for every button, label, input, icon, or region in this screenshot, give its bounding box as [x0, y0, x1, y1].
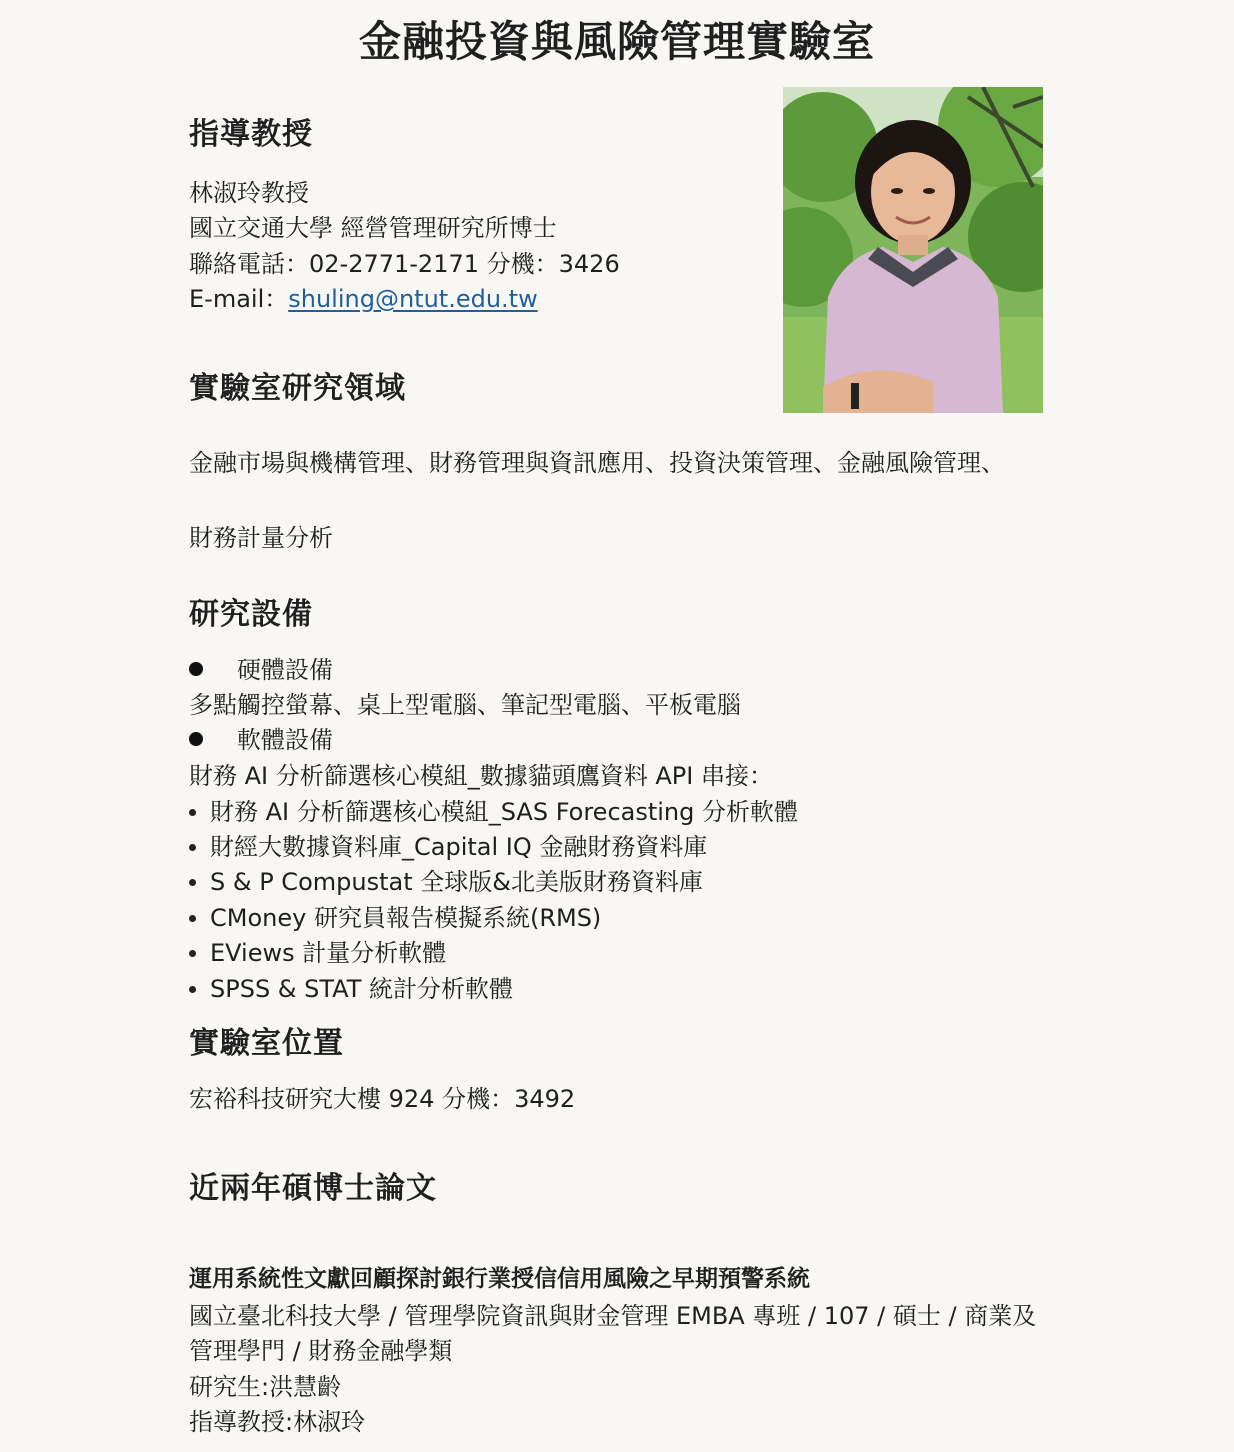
location-heading: 實驗室位置 — [189, 1026, 344, 1061]
software-list-item: S & P Compustat 全球版&北美版財務資料庫 — [189, 865, 703, 899]
advisor-phone: 聯絡電話：02-2771-2171 分機：3426 — [189, 250, 620, 278]
thesis-advisor: 指導教授:林淑玲 — [189, 1408, 366, 1436]
thesis-title: 運用系統性文獻回顧探討銀行業授信信用風險之早期預警系統 — [189, 1266, 810, 1292]
software-list-item: 財務 AI 分析篩選核心模組_SAS Forecasting 分析軟體 — [189, 795, 798, 829]
location-text: 宏裕科技研究大樓 924 分機：3492 — [189, 1085, 576, 1113]
software-label-row — [189, 723, 333, 757]
thesis-student: 研究生:洪慧齡 — [189, 1373, 342, 1401]
theses-heading: 近兩年碩博士論文 — [189, 1171, 437, 1206]
bullet-icon — [189, 879, 196, 886]
advisor-name: 林淑玲教授 — [189, 179, 309, 207]
software-label: 軟體設備 — [237, 726, 333, 754]
software-list-item: 財經大數據資料庫_Capital IQ 金融財務資料庫 — [189, 830, 707, 864]
research-areas-line-1: 金融市場與機構管理、財務管理與資訊應用、投資決策管理、金融風險管理、 — [189, 449, 1005, 477]
professor-portrait-photo — [783, 87, 1043, 413]
email-label: E-mail： — [189, 285, 289, 313]
software-intro: 財務 AI 分析篩選核心模組_數據貓頭鷹資料 API 串接： — [189, 762, 773, 790]
software-list-item: EViews 計量分析軟體 — [189, 936, 446, 970]
hardware-label: 硬體設備 — [237, 656, 333, 684]
email-link[interactable]: shuling@ntut.edu.tw — [288, 285, 538, 313]
advisor-education: 國立交通大學 經營管理研究所博士 — [189, 214, 557, 242]
bullet-icon — [189, 662, 203, 676]
software-list-item: CMoney 研究員報告模擬系統(RMS) — [189, 901, 601, 935]
hardware-items: 多點觸控螢幕、桌上型電腦、筆記型電腦、平板電腦 — [189, 691, 741, 719]
research-areas-line-2: 財務計量分析 — [189, 524, 333, 552]
bullet-icon — [189, 732, 203, 746]
bullet-icon — [189, 986, 196, 993]
research-areas-heading: 實驗室研究領域 — [189, 371, 406, 406]
bullet-icon — [189, 950, 196, 957]
thesis-meta: 國立臺北科技大學 / 管理學院資訊與財金管理 EMBA 專班 / 107 / 碩士 / 商業及管理學門 / 財務金融學類 — [189, 1302, 1037, 1365]
hardware-label-row — [189, 653, 333, 687]
equipment-heading: 研究設備 — [189, 597, 313, 632]
bullet-icon — [189, 809, 196, 816]
bullet-icon — [189, 915, 196, 922]
advisor-email-row — [189, 282, 538, 316]
advisor-heading: 指導教授 — [189, 117, 313, 152]
software-list-item: SPSS & STAT 統計分析軟體 — [189, 972, 513, 1006]
bullet-icon — [189, 844, 196, 851]
page-title: 金融投資與風險管理實驗室 — [358, 17, 875, 66]
